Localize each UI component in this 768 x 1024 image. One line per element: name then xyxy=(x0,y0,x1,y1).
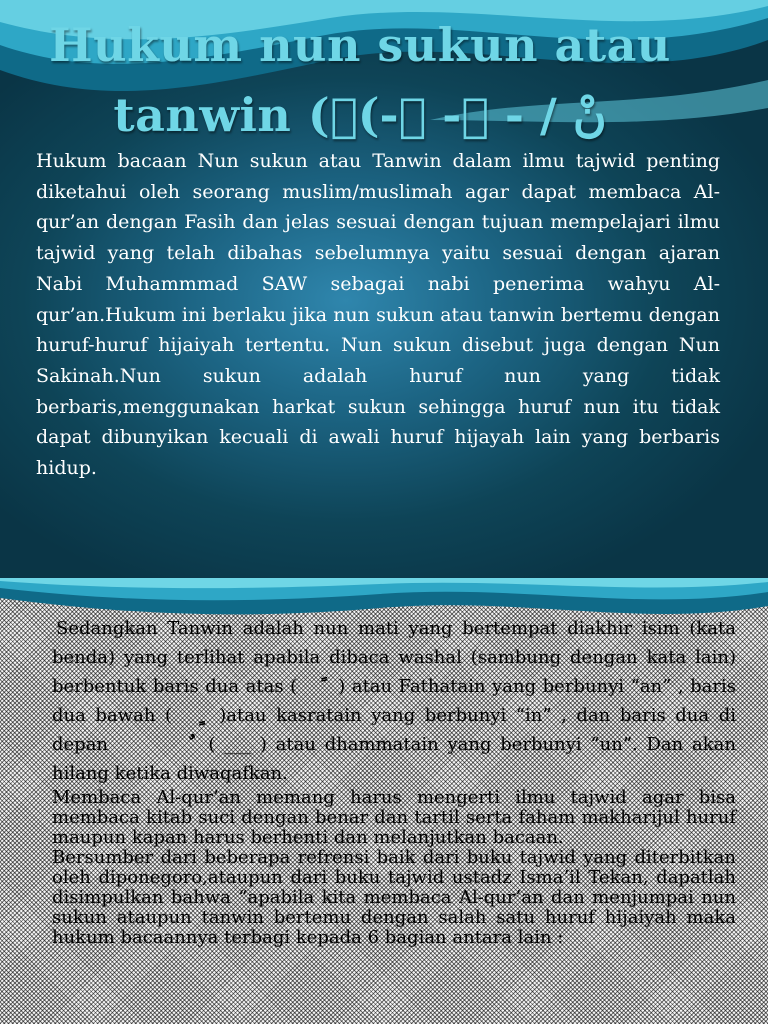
kasratain-symbol xyxy=(182,701,210,730)
dhammatain-symbol xyxy=(172,730,200,759)
fathatain-symbol xyxy=(304,672,332,701)
kasratain-text: )atau kasratain yang berbunyi “in” , dan baris dua di depan xyxy=(52,705,736,755)
slide-2 xyxy=(0,578,768,1024)
slide-1-body-paragraph: Hukum bacaan Nun sukun atau Tanwin dalam ilmu tajwid penting diketahui oleh seorang muslim/muslimah agar dapat membaca Al-qur’an dengan Fasih dan jelas sesuai dengan tujuan mempelajari ilmu tajwid yang telah dibahas sebelumnya yaitu sesuai dengan ajaran Nabi Muhammmad SAW sebagai nabi penerima wahyu Al-qur’an.Hukum ini berlaku jika nun sukun atau tanwin bertemu dengan huruf-huruf hijaiyah tertentu. Nun sukun disebut juga dengan Nun Sakinah.Nun sukun adalah huruf nun yang tidak berbaris,menggunakan harkat sukun sehingga huruf nun itu tidak dapat dibunyikan kecuali di awali huruf hijayah lain yang berbaris hidup. xyxy=(36,150,720,480)
slide-1-title-line-2: tanwin ((ٌ- ٍ- ً- / نْ xyxy=(113,88,607,142)
slide-2-body xyxy=(52,614,736,948)
fathatain-text: ) atau Fathatain yang berbunyi “an” , baris dua bawah ( xyxy=(52,676,737,726)
sources-paragraph: Bersumber dari beberapa refrensi baik dari buku tajwid yang diterbitkan oleh diponegoro,ataupun dari buku tajwid ustadz Isma’il Tekan, dapatlah disimpulkan bahwa “apabila kita membaca Al-qur’an dan menjumpai nun sukun ataupun tanwin bertemu dengan salah satu huruf hijaiyah maka hukum bacaannya terbagi kepada 6 bagian antara lain : xyxy=(52,847,736,948)
slide-1-title-line-1: Hukum nun sukun atau xyxy=(49,18,671,72)
dhammatain-text: ( ___ ) atau dhammatain yang berbunyi “un”. Dan akan hilang ketika diwaqafkan. xyxy=(52,734,736,784)
tanwin-intro-text: Sedangkan Tanwin adalah nun mati yang bertempat diakhir isim (kata benda) yang terlihat apabila dibaca washal (sambung dengan kata lain) berbentuk baris dua atas ( xyxy=(52,618,736,697)
tajwid-importance-paragraph: Membaca Al-qur’an memang harus mengerti ilmu tajwid agar bisa membaca kitab suci dengan benar dan tartil serta faham makharijul huruf maupun kapan harus berhenti dan melanjutkan bacaan. xyxy=(52,787,736,848)
tanwin-paragraph xyxy=(52,614,736,788)
